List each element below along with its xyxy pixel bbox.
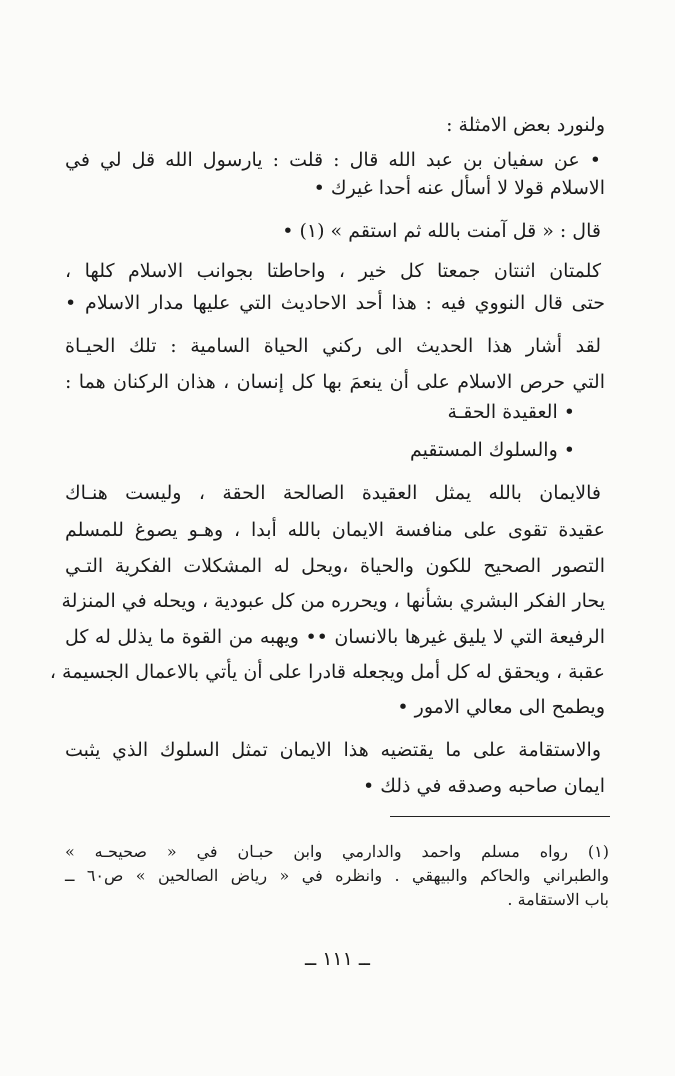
body-line-6: حتى قال النووي فيه : هذا أحد الاحاديث التي عليها مدار الاسلام • [65, 292, 605, 314]
footnote-line-3: باب الاستقامة . [507, 890, 609, 909]
body-line-3: الاسلام قولا لا أسأل عنه أحدا غيرك • [313, 177, 605, 199]
footnote-divider [390, 816, 610, 817]
page-number: ــ ١١١ ــ [305, 948, 370, 970]
body-line-15: الرفيعة التي لا يليق غيرها بالانسان •• ويهبه من القوة ما يذلل له كل [65, 626, 605, 648]
body-line-14: يحار الفكر البشري بشأنها ، ويحرره من كل عبودية ، ويحله في المنزلة [61, 590, 605, 612]
body-line-13: التصور الصحيح للكون والحياة ،ويحل له المشكلات الفكرية التـي [65, 555, 605, 577]
bullet-item-1: • العقيدة الحقـة [447, 401, 575, 423]
body-line-2: • عن سفيان بن عبد الله قال : قلت : يارسول الله قل لي في [65, 149, 601, 171]
body-line-11: فالايمان بالله يمثل العقيدة الصالحة الحقة ، وليست هنـاك [65, 482, 601, 504]
body-line-16: عقبة ، ويحقق له كل أمل ويجعله قادرا على أن يأتي بالاعمال الجسيمة ، [49, 661, 605, 683]
body-line-4: قال : « قل آمنت بالله ثم استقم » (١) • [282, 220, 601, 242]
footnote-line-1: (١) رواه مسلم واحمد والدارمي وابن حبـان في « صحيحـه » [65, 842, 610, 861]
body-line-19: ايمان صاحبه وصدقه في ذلك • [362, 775, 605, 797]
footnote-line-2: والطبراني والحاكم والبيهقي . وانظره في « رياض الصالحين » ص٦٠ ــ [65, 866, 610, 885]
body-line-5: كلمتان اثنتان جمعتا كل خير ، واحاطتا بجوانب الاسلام كلها ، [65, 260, 601, 282]
body-line-12: عقيدة تقوى على منافسة الايمان بالله أبدا ، وهـو يصوغ للمسلم [65, 519, 605, 541]
body-line-18: والاستقامة على ما يقتضيه هذا الايمان تمثل السلوك الذي يثبت [65, 739, 601, 761]
bullet-item-2: • والسلوك المستقيم [410, 439, 575, 461]
body-line-7: لقد أشار هذا الحديث الى ركني الحياة السامية : تلك الحيـاة [65, 335, 601, 357]
body-line-8: التي حرص الاسلام على أن ينعمَ بها كل إنسان ، هذان الركنان هما : [65, 371, 605, 393]
body-line-1: ولنورد بعض الامثلة : [446, 114, 605, 136]
body-line-17: ويطمح الى معالي الامور • [397, 696, 605, 718]
